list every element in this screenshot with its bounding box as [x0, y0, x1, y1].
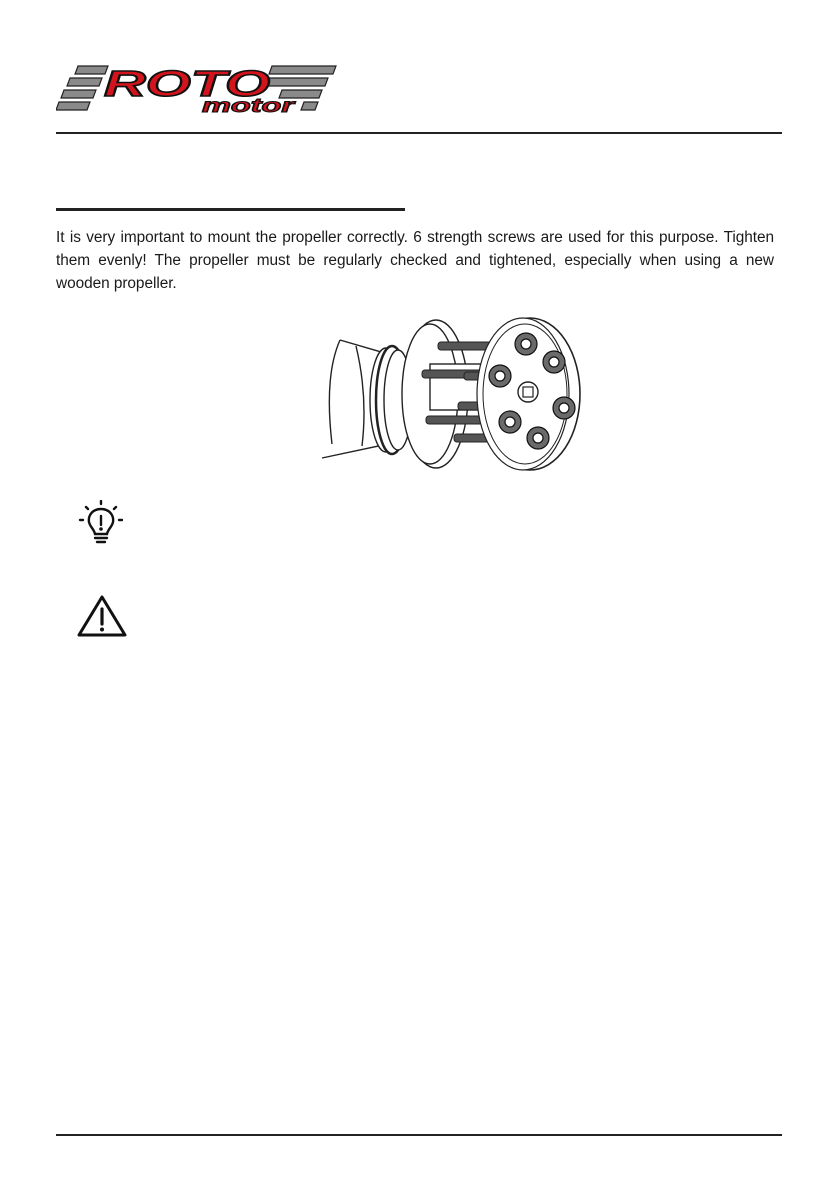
body-paragraph: It is very important to mount the propeller correctly. 6 strength screws are used for this purpose. Tighten them evenly! The propeller must be regularly checked and tightened, especially when using a new wooden propeller. — [56, 229, 774, 292]
roto-motor-logo — [56, 58, 338, 116]
section-heading-rule — [56, 208, 405, 211]
logo-roto-text: ROTO — [104, 63, 270, 104]
footer-divider — [56, 1134, 782, 1136]
header-divider — [56, 132, 782, 134]
warning-triangle-icon — [76, 594, 128, 638]
propeller-hub-illustration — [318, 316, 582, 472]
logo-motor-text: motor — [202, 96, 297, 116]
lightbulb-icon — [78, 500, 124, 546]
